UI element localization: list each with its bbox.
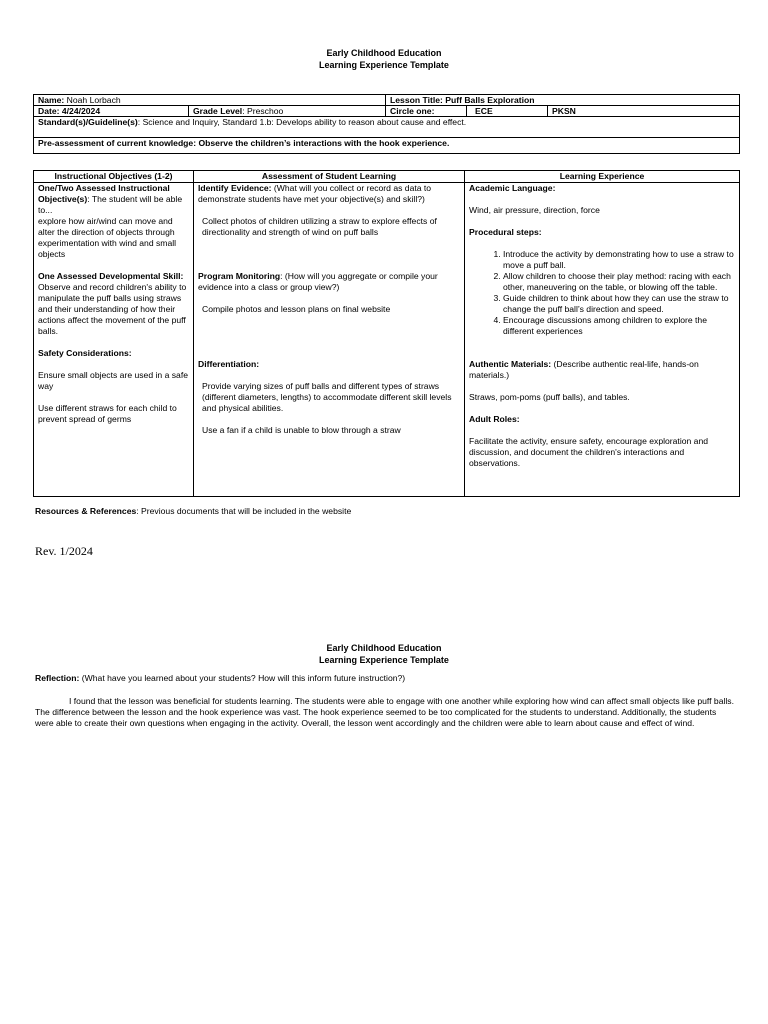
name-value: Noah Lorbach (64, 95, 121, 105)
materials-text: Straws, pom-poms (puff balls), and tables. (469, 392, 630, 402)
objective-text: explore how air/wind can move and alter the direction of objects through experimentation with wind and small objects (38, 216, 177, 259)
header-learning-experience: Learning Experience (465, 171, 740, 183)
evidence-text: Collect photos of children utilizing a straw to explore effects of directionality and strength of wind on puff balls (202, 216, 437, 237)
page2-title-line2: Learning Experience Template (319, 655, 449, 665)
monitoring-heading: Program Monitoring (198, 271, 281, 281)
lesson-title-cell: Lesson Title: Puff Balls Exploration (386, 95, 740, 106)
monitoring-prompt: : (How will you aggregate or compile your evidence into a class or group view?) (198, 271, 438, 292)
grade-value: : Preschoo (242, 106, 284, 116)
evidence-prompt: (What will you collect or record as data to demonstrate students have met your objective(s) and skill?) (198, 183, 432, 204)
adult-roles-text: Facilitate the activity, ensure safety, encourage exploration and discussion, and document the children's interactions and observations. (469, 436, 709, 468)
reflection-prompt: (What have you learned about your students? How will this inform future instruction?) (79, 673, 406, 683)
page1-title-line2: Learning Experience Template (319, 60, 449, 70)
materials-heading: Authentic Materials: (469, 359, 552, 369)
circle-label-cell: Circle one: (386, 106, 467, 117)
procedural-step: 4. Encourage discussions among children to explore the different experiences (503, 315, 735, 337)
resources-line (35, 506, 735, 517)
standards-value: : Science and Inquiry, Standard 1.b: Develops ability to reason about cause and effect. (137, 117, 467, 127)
materials-prompt: (Describe authentic real-life, hands-on materials.) (469, 359, 699, 380)
procedural-steps-heading: Procedural steps: (469, 227, 542, 237)
academic-language-text: Wind, air pressure, direction, force (469, 205, 600, 215)
differentiation-text-2: Use a fan if a child is unable to blow through a straw (202, 425, 401, 435)
page2-title-line1: Early Childhood Education (326, 643, 442, 653)
resources-label: Resources & References (35, 506, 137, 516)
objectives-column (34, 183, 194, 497)
reflection-label: Reflection: (35, 673, 80, 683)
circle-option-ece: ECE (467, 106, 548, 117)
assessment-column (194, 183, 465, 497)
learning-experience-table (33, 170, 740, 497)
date-value: 4/24/2024 (59, 106, 101, 116)
academic-language-heading: Academic Language: (469, 183, 556, 193)
page1-title (0, 47, 768, 71)
objective-heading: One/Two Assessed Instructional Objective(s) (38, 183, 170, 204)
resources-text: : Previous documents that will be included in the website (136, 506, 352, 516)
developmental-skill-text: Observe and record children's ability to manipulate the puff balls using straws and their understanding of how their actions affect the movement of the puff balls. (38, 282, 187, 336)
procedural-step: 1. Introduce the activity by demonstrating how to use a straw to move a puff ball. (503, 249, 735, 271)
date-cell: Date: 4/24/2024 (34, 106, 189, 117)
reflection-prompt-line (35, 673, 735, 684)
grade-cell: Grade Level: Preschoo (189, 106, 386, 117)
differentiation-heading: Differentiation: (198, 359, 260, 369)
objective-intro: : The student will be able to... (38, 194, 183, 215)
standards-cell: Standard(s)/Guideline(s): Science and Inquiry, Standard 1.b: Develops ability to reason about cause and effect. (34, 117, 740, 138)
evidence-heading: Identify Evidence: (198, 183, 272, 193)
safety-text-2: Use different straws for each child to prevent spread of germs (38, 403, 177, 424)
learning-experience-column (465, 183, 740, 497)
lesson-info-table (33, 94, 740, 154)
developmental-skill-heading: One Assessed Developmental Skill: (38, 271, 184, 281)
reflection-text: I found that the lesson was beneficial for students learning. The students were able to engage with one another while exploring how wind can affect small objects like puff balls. The difference between the lesson and the hook experience was vast. The hook experience seemed to be too complicated for the students to understand. Additionally, the students were able to create their own questions when engaging in the activity. Overall, the lesson went accordingly and the children were able to learn about cause and effect of wind. (35, 696, 734, 728)
circle-option-pksn: PKSN (548, 106, 740, 117)
header-assessment: Assessment of Student Learning (194, 171, 465, 183)
procedural-steps-list (469, 249, 735, 337)
differentiation-text-1: Provide varying sizes of puff balls and different types of straws (different diameters, lengths) to accommodate different skill levels and physical abilities. (202, 381, 452, 413)
lesson-title-value: Puff Balls Exploration (442, 95, 535, 105)
revision-note: Rev. 1/2024 (35, 544, 93, 558)
adult-roles-heading: Adult Roles: (469, 414, 520, 424)
procedural-step: 3. Guide children to think about how they can use the straw to change the puff ball’s direction and speed. (503, 293, 735, 315)
safety-heading: Safety Considerations: (38, 348, 132, 358)
monitoring-text: Compile photos and lesson plans on final website (202, 304, 391, 314)
preassessment-cell: Pre-assessment of current knowledge: Observe the children’s interactions with the hook experience. (34, 138, 740, 154)
name-cell: Name: Noah Lorbach (34, 95, 386, 106)
page1-title-line1: Early Childhood Education (326, 48, 442, 58)
procedural-step: 2. Allow children to choose their play method: racing with each other, maneuvering on the table, or blowing off the table. (503, 271, 735, 293)
page2-title (0, 642, 768, 666)
header-instructional-objectives: Instructional Objectives (1-2) (34, 171, 194, 183)
safety-text-1: Ensure small objects are used in a safe way (38, 370, 188, 391)
